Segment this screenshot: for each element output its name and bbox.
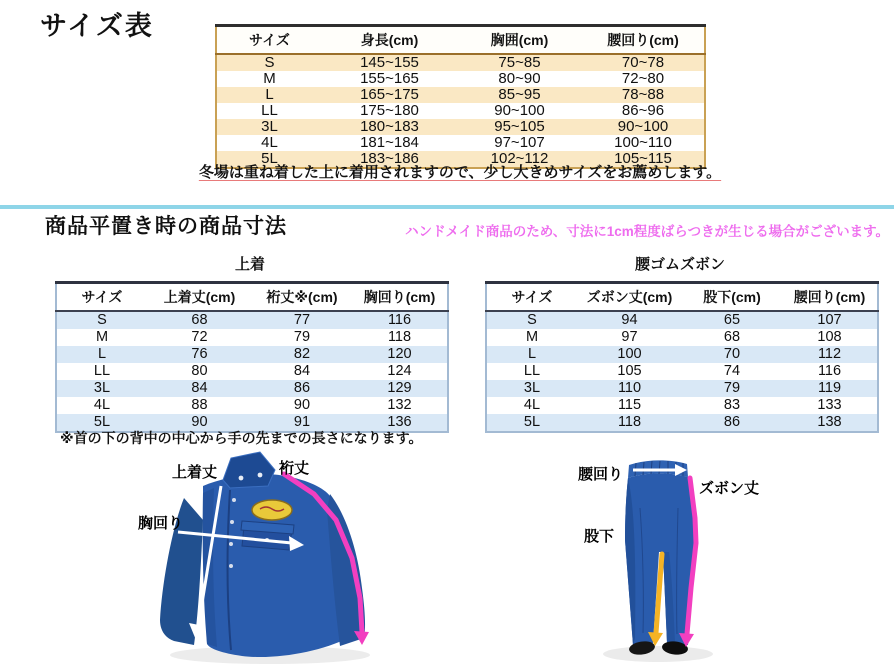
table-header-row xyxy=(56,283,448,312)
cell-waist: 90~100 xyxy=(582,119,705,135)
jacket-dimensions-table xyxy=(55,281,449,433)
cell-height: 155~165 xyxy=(360,70,419,87)
cell-waist: 78~88 xyxy=(582,87,705,103)
cell-size: S xyxy=(486,311,577,329)
cell-waist-around: 112 xyxy=(782,346,878,363)
cell-sleeve-length: 82 xyxy=(252,346,352,363)
cell-chest: 95~105 xyxy=(457,119,582,135)
cell-inseam: 86 xyxy=(682,414,782,432)
cell-waist-around: 133 xyxy=(817,397,842,413)
cell-jacket-length: 90 xyxy=(147,414,252,432)
cell-size: L xyxy=(486,346,577,363)
cell-waist: 100~110 xyxy=(614,134,672,151)
sleeve-measure-footnote: ※首の下の背中の中心から手の先までの長さになります。 xyxy=(60,430,423,446)
cell-size: 3L xyxy=(56,380,147,397)
cell-chest-around: 124 xyxy=(387,363,412,379)
cell-size: LL xyxy=(93,363,111,379)
sleeve-length-label: 裄丈 xyxy=(279,460,310,477)
cell-height: 145~155 xyxy=(322,54,457,71)
cell-pants-length: 105 xyxy=(617,363,642,379)
table-row xyxy=(216,103,705,119)
cell-chest-around: 116 xyxy=(352,311,448,329)
cell-chest-around: 118 xyxy=(387,329,412,345)
cell-chest: 102~112 xyxy=(457,151,582,168)
table-row xyxy=(216,119,705,135)
column-header-size: サイズ xyxy=(216,26,322,55)
handmade-tolerance-note: ハンドメイド商品のため、寸法に1cm程度ばらつきが生じる場合がございます。 xyxy=(405,224,889,239)
pants-dimensions-table xyxy=(485,281,879,433)
cell-waist-around: 107 xyxy=(782,311,878,329)
jacket-table-title: 上着 xyxy=(234,256,265,273)
table-row xyxy=(486,311,878,329)
cell-inseam: 70 xyxy=(682,346,782,363)
pants-measure-figure xyxy=(540,448,850,668)
column-header-size: サイズ xyxy=(56,283,147,312)
column-header-height: 身長(cm) xyxy=(322,26,457,55)
cell-pants-length: 94 xyxy=(577,311,682,329)
flat-dimensions-section-title: 商品平置き時の商品寸法 xyxy=(45,215,287,238)
cell-waist: 72~80 xyxy=(621,70,665,87)
column-header-sleeve-length: 裄丈※(cm) xyxy=(252,283,352,312)
cell-jacket-length: 84 xyxy=(147,380,252,397)
table-row xyxy=(216,54,705,71)
table-row xyxy=(486,363,878,380)
cell-height: 180~183 xyxy=(322,119,457,135)
table-header-row xyxy=(486,283,878,312)
column-header-inseam: 股下(cm) xyxy=(682,283,782,312)
cell-waist: 70~78 xyxy=(582,54,705,71)
cell-jacket-length: 80 xyxy=(191,363,208,379)
cell-waist-around: 119 xyxy=(782,380,878,397)
cell-pants-length: 100 xyxy=(577,346,682,363)
cell-waist: 86~96 xyxy=(621,102,665,119)
cell-size: 4L xyxy=(523,397,541,413)
cell-sleeve-length: 84 xyxy=(293,363,311,379)
column-header-pants-length: ズボン丈(cm) xyxy=(577,283,682,312)
cell-sleeve-length: 86 xyxy=(252,380,352,397)
cell-pants-length: 115 xyxy=(617,397,642,413)
cell-size: 3L xyxy=(486,380,577,397)
cell-jacket-length: 68 xyxy=(147,311,252,329)
cell-size: S xyxy=(56,311,147,329)
jacket-measure-figure xyxy=(110,448,420,668)
cell-pants-length: 110 xyxy=(577,380,682,397)
inseam-label: 股下 xyxy=(584,528,615,545)
table-row xyxy=(216,87,705,103)
pants-table-title: 腰ゴムズボン xyxy=(634,256,725,273)
waist-around-label: 腰回り xyxy=(578,466,624,483)
table-row xyxy=(216,71,705,87)
cell-chest-around: 132 xyxy=(387,397,412,413)
cell-waist-around: 116 xyxy=(817,363,842,379)
pants-dimensions-block xyxy=(485,253,875,433)
jacket-illustration xyxy=(110,448,420,668)
page-title: サイズ表 xyxy=(40,11,154,41)
cell-height: 181~184 xyxy=(360,134,419,151)
cell-height: 165~175 xyxy=(322,87,457,103)
column-header-waist: 腰回り(cm) xyxy=(582,26,705,55)
cell-chest-around: 129 xyxy=(352,380,448,397)
cell-pants-length: 97 xyxy=(621,329,638,345)
section-divider xyxy=(0,205,894,209)
cell-size: M xyxy=(263,70,276,87)
cell-size: L xyxy=(216,87,322,103)
cell-size: 5L xyxy=(486,414,577,432)
table-row xyxy=(56,311,448,329)
cell-inseam: 68 xyxy=(723,329,741,345)
cell-waist: 105~115 xyxy=(582,151,705,168)
jacket-length-label: 上着丈 xyxy=(172,464,218,481)
cell-inseam: 83 xyxy=(723,397,741,413)
chest-around-label: 胸回り xyxy=(138,515,184,532)
cell-pants-length: 118 xyxy=(577,414,682,432)
cell-size: LL xyxy=(261,102,278,119)
table-row xyxy=(486,346,878,363)
cell-height: 183~186 xyxy=(322,151,457,168)
cell-jacket-length: 88 xyxy=(191,397,208,413)
column-header-waist-around: 腰回り(cm) xyxy=(782,283,878,312)
pants-length-label: ズボン丈 xyxy=(699,480,760,497)
cell-chest: 80~90 xyxy=(498,70,541,87)
cell-size: LL xyxy=(523,363,541,379)
jacket-dimensions-block xyxy=(55,253,445,433)
cell-chest-around: 120 xyxy=(352,346,448,363)
cell-sleeve-length: 91 xyxy=(252,414,352,432)
cell-size: 3L xyxy=(216,119,322,135)
column-header-jacket-length: 上着丈(cm) xyxy=(147,283,252,312)
cell-sleeve-length: 79 xyxy=(293,329,311,345)
table-row xyxy=(216,135,705,151)
table-row xyxy=(486,414,878,432)
cell-inseam: 79 xyxy=(682,380,782,397)
table-row xyxy=(56,329,448,346)
cell-size: S xyxy=(216,54,322,71)
table-row xyxy=(486,397,878,414)
winter-layering-note: 冬場は重ね着した上に着用されますので、少し大きめサイズをお薦めします。 xyxy=(198,164,722,181)
table-row xyxy=(56,346,448,363)
cell-chest: 85~95 xyxy=(457,87,582,103)
cell-waist-around: 108 xyxy=(817,329,842,345)
column-header-size: サイズ xyxy=(486,283,577,312)
cell-sleeve-length: 90 xyxy=(293,397,311,413)
table-row xyxy=(56,363,448,380)
cell-jacket-length: 72 xyxy=(191,329,208,345)
cell-size: 5L xyxy=(216,151,322,168)
cell-size: 4L xyxy=(261,134,278,151)
cell-size: M xyxy=(95,329,109,345)
table-row xyxy=(56,397,448,414)
cell-size: 5L xyxy=(56,414,147,432)
cell-height: 175~180 xyxy=(360,102,419,119)
cell-inseam: 65 xyxy=(682,311,782,329)
table-header-row xyxy=(216,26,705,55)
cell-inseam: 74 xyxy=(723,363,741,379)
cell-jacket-length: 76 xyxy=(147,346,252,363)
cell-size: L xyxy=(56,346,147,363)
table-row xyxy=(486,329,878,346)
cell-sleeve-length: 77 xyxy=(252,311,352,329)
cell-waist-around: 138 xyxy=(782,414,878,432)
cell-chest: 97~107 xyxy=(494,134,545,151)
body-size-table xyxy=(215,24,706,169)
column-header-chest: 胸囲(cm) xyxy=(457,26,582,55)
cell-chest: 75~85 xyxy=(457,54,582,71)
column-header-chest-around: 胸回り(cm) xyxy=(352,283,448,312)
cell-chest: 90~100 xyxy=(494,102,545,119)
table-row xyxy=(56,380,448,397)
table-row xyxy=(486,380,878,397)
cell-chest-around: 136 xyxy=(352,414,448,432)
cell-size: M xyxy=(525,329,539,345)
brand-badge xyxy=(252,500,292,520)
body-size-table-wrap xyxy=(215,24,702,169)
cell-size: 4L xyxy=(93,397,111,413)
